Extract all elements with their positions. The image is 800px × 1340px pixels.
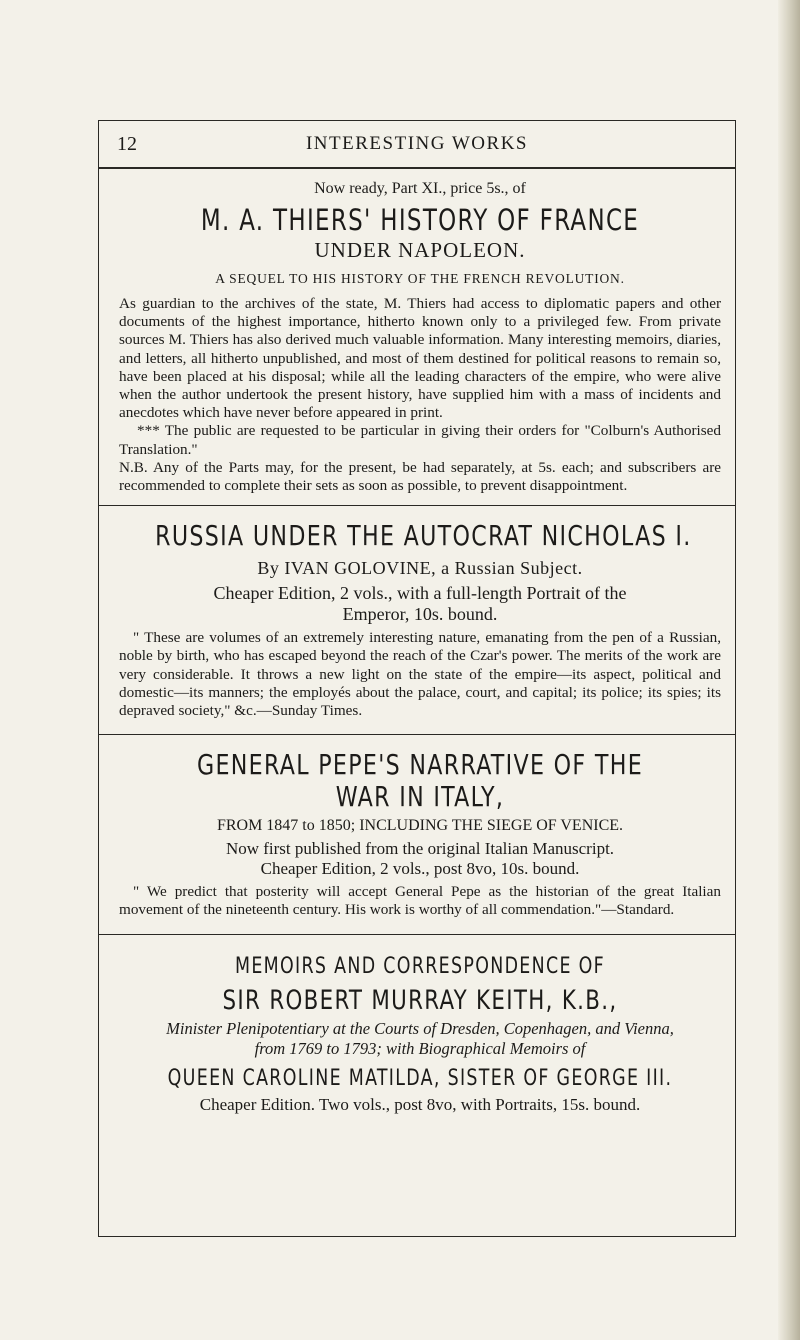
divider: [99, 734, 735, 735]
ad-review: " These are volumes of an extremely interesting nature, emanating from the pen of a Russian, noble by birth, who has escaped beyond the reach of the Czar's power. The merits of the work are very considerable. It throws a new light on the state of the empire—its aspect, political and domestic—its manners; the employés about the palace, court, and capital; its police; its spies; its depraved society," &c.—Sunday Times.: [119, 629, 721, 720]
divider: [99, 505, 735, 506]
page-number: 12: [117, 133, 137, 155]
ad-russia: [119, 520, 721, 720]
ad-thiers: [119, 180, 721, 495]
ad-edition: Cheaper Edition, 2 vols., with a full-length Portrait of the: [213, 583, 627, 604]
ad-title-queen: QUEEN CAROLINE MATILDA, SISTER OF GEORGE III.: [167, 1065, 673, 1091]
ad-review: " We predict that posterity will accept General Pepe as the historian of the great Italian movement of the nineteenth century. His work is worthy of all commendation."—Standard.: [119, 883, 721, 919]
divider: [99, 934, 735, 935]
running-title: INTERESTING WORKS: [305, 133, 528, 154]
ad-title: MEMOIRS AND CORRESPONDENCE OF: [234, 953, 606, 979]
ad-minister-cont: from 1769 to 1793; with Biographical Memoirs of: [254, 1038, 586, 1058]
ad-sequel: A SEQUEL TO HIS HISTORY OF THE FRENCH REVOLUTION.: [215, 271, 625, 286]
ad-keith: [119, 951, 721, 1115]
page-header: [98, 120, 736, 169]
ad-title: M. A. THIERS' HISTORY OF FRANCE: [200, 203, 640, 237]
ad-title-cont: WAR IN ITALY,: [335, 780, 505, 814]
ad-title: GENERAL PEPE'S NARRATIVE OF THE: [196, 748, 644, 782]
ad-subtitle: UNDER NAPOLEON.: [314, 238, 526, 262]
ad-description: As guardian to the archives of the state, M. Thiers had access to diplomatic papers and other documents of the highest importance, hitherto known only to a privileged few. From private sources M. Thiers has also derived much valuable information. Many interesting memoirs, diaries, and letters, all hitherto unpublished, and most of them destined for political reasons to remain so, have been placed at his disposal; while all the leading characters of the empire, who were alive when the author undertook the present history, have supplied him with a mass of incidents and anecdotes which have never before appeared in print.: [119, 295, 721, 422]
ad-title-cont: SIR ROBERT MURRAY KEITH, K.B.,: [222, 984, 618, 1016]
page-edge-shadow: [778, 0, 800, 1340]
ad-nb: N.B. Any of the Parts may, for the present, be had separately, at 5s. each; and subscribers are recommended to complete their sets as soon as possible, to prevent disappointment.: [119, 458, 721, 495]
ad-notice: *** The public are requested to be particular in giving their orders for "Colburn's Authorised Translation.": [119, 422, 721, 458]
ad-subtitle: FROM 1847 to 1850; INCLUDING THE SIEGE OF VENICE.: [216, 817, 624, 835]
ad-byline: By IVAN GOLOVINE, a Russian Subject.: [257, 558, 583, 579]
ad-intro: Now ready, Part XI., price 5s., of: [314, 180, 526, 197]
ad-edition-cont: Emperor, 10s. bound.: [342, 604, 498, 625]
ad-title: RUSSIA UNDER THE AUTOCRAT NICHOLAS I.: [155, 519, 692, 553]
ad-edition: Cheaper Edition, 2 vols., post 8vo, 10s. bound.: [260, 859, 580, 879]
advertisement-box: [98, 168, 736, 1237]
ad-minister: Minister Plenipotentiary at the Courts of Dresden, Copenhagen, and Vienna,: [166, 1018, 674, 1038]
ad-edition: Cheaper Edition. Two vols., post 8vo, with Portraits, 15s. bound.: [199, 1094, 641, 1114]
ad-publication: Now first published from the original Italian Manuscript.: [225, 839, 615, 859]
ad-pepe: [119, 749, 721, 919]
